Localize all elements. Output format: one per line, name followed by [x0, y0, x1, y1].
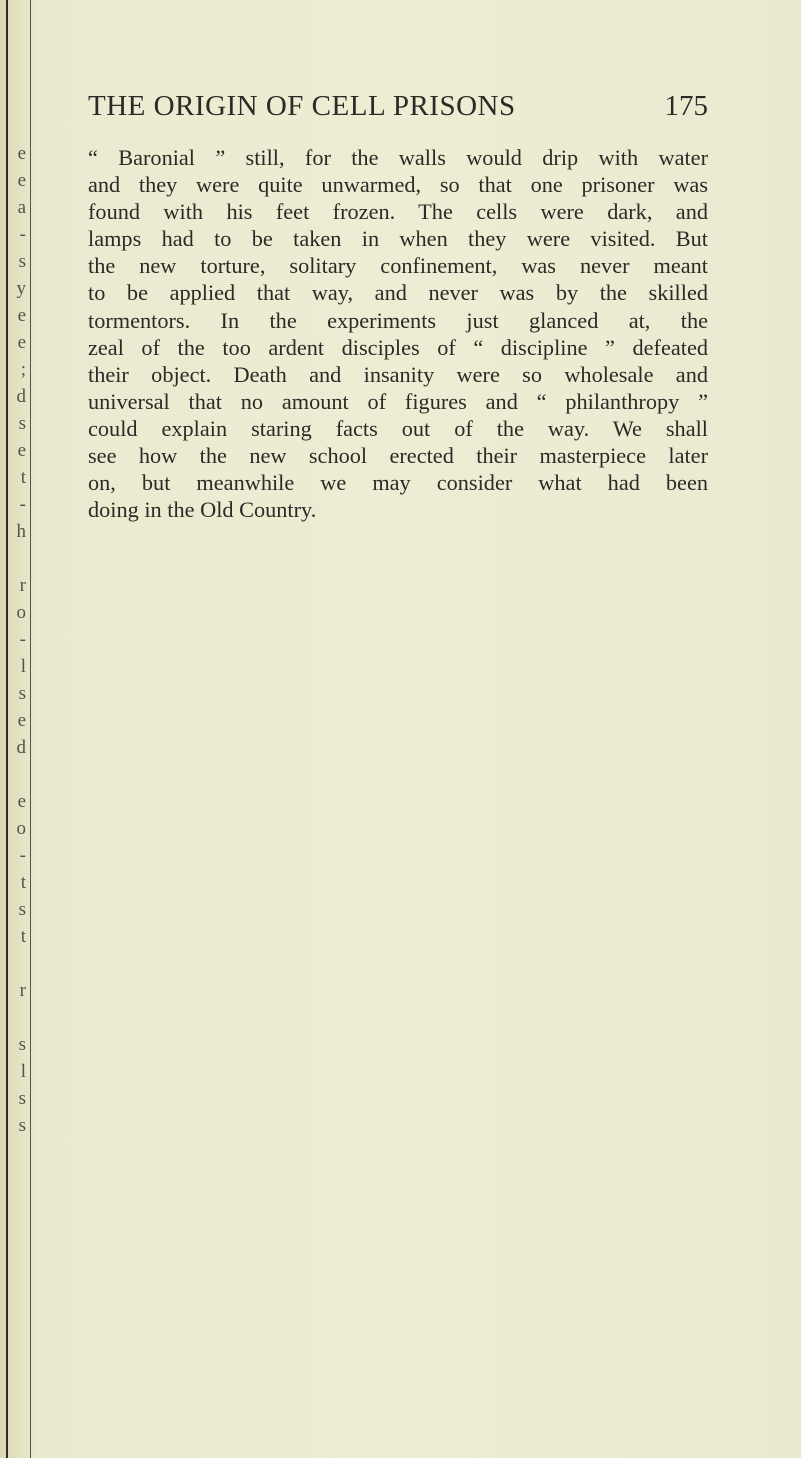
facing-page-char: e [17, 170, 26, 191]
facing-page-char: t [20, 926, 26, 947]
facing-page-text-fragments [0, 140, 26, 1139]
facing-page-char: - [19, 629, 26, 650]
facing-page-char: e [17, 332, 26, 353]
facing-page-char: - [19, 845, 26, 866]
facing-page-char: o [16, 602, 26, 623]
facing-page-char [0, 950, 26, 977]
page-number: 175 [664, 90, 708, 122]
text-line: tormentors. In the experiments just glanced at, the [88, 307, 708, 333]
facing-page-char: t [20, 872, 26, 893]
text-line: on, but meanwhile we may consider what had been [88, 470, 708, 496]
facing-page-char: s [18, 899, 26, 920]
text-line: to be applied that way, and never was by the skilled [88, 280, 708, 306]
facing-page-char [0, 761, 26, 788]
text-line: “ Baronial ” still, for the walls would drip with water [88, 145, 708, 170]
facing-page-char: d [16, 386, 26, 407]
facing-page-char: o [16, 818, 26, 839]
page-fold-line [30, 0, 31, 1458]
facing-page-margin [0, 0, 40, 1458]
facing-page-char: e [17, 791, 26, 812]
facing-page-char: - [19, 224, 26, 245]
facing-page-char: s [18, 1088, 26, 1109]
text-line: the new torture, solitary confinement, was never meant [88, 253, 708, 279]
facing-page-char: - [19, 494, 26, 515]
facing-page-char: ; [20, 359, 26, 380]
facing-page-char: e [17, 710, 26, 731]
facing-page-char: h [16, 521, 26, 542]
text-line: zeal of the too ardent disciples of “ discipline ” defeated [88, 334, 708, 360]
facing-page-char: t [20, 467, 26, 488]
body-paragraph [88, 144, 708, 523]
text-line: see how the new school erected their masterpiece later [88, 443, 708, 469]
facing-page-char: s [18, 251, 26, 272]
facing-page-char: s [18, 683, 26, 704]
facing-page-char: e [17, 440, 26, 461]
text-line: could explain staring facts out of the way. We shall [88, 415, 708, 441]
text-line: and they were quite unwarmed, so that one prisoner was [88, 172, 708, 198]
facing-page-char: e [17, 143, 26, 164]
facing-page-char: s [18, 1115, 26, 1136]
facing-page-char: a [17, 197, 26, 218]
text-line: universal that no amount of figures and “ philanthropy ” [88, 388, 708, 414]
facing-page-char: e [17, 305, 26, 326]
facing-page-char: l [20, 1061, 26, 1082]
facing-page-char: l [20, 656, 26, 677]
text-line: doing in the Old Country. [88, 497, 317, 523]
facing-page-char: s [18, 1034, 26, 1055]
text-line: found with his feet frozen. The cells were dark, and [88, 199, 708, 225]
facing-page-char: y [16, 278, 26, 299]
facing-page-char [0, 545, 26, 572]
running-title: THE ORIGIN OF CELL PRISONS [88, 90, 516, 122]
text-line: lamps had to be taken in when they were visited. But [88, 226, 708, 252]
facing-page-char: r [19, 980, 26, 1001]
running-header [88, 90, 708, 124]
facing-page-char: r [19, 575, 26, 596]
facing-page-char [0, 1004, 26, 1031]
facing-page-char: d [16, 737, 26, 758]
facing-page-char: s [18, 413, 26, 434]
text-line: their object. Death and insanity were so wholesale and [88, 361, 708, 387]
